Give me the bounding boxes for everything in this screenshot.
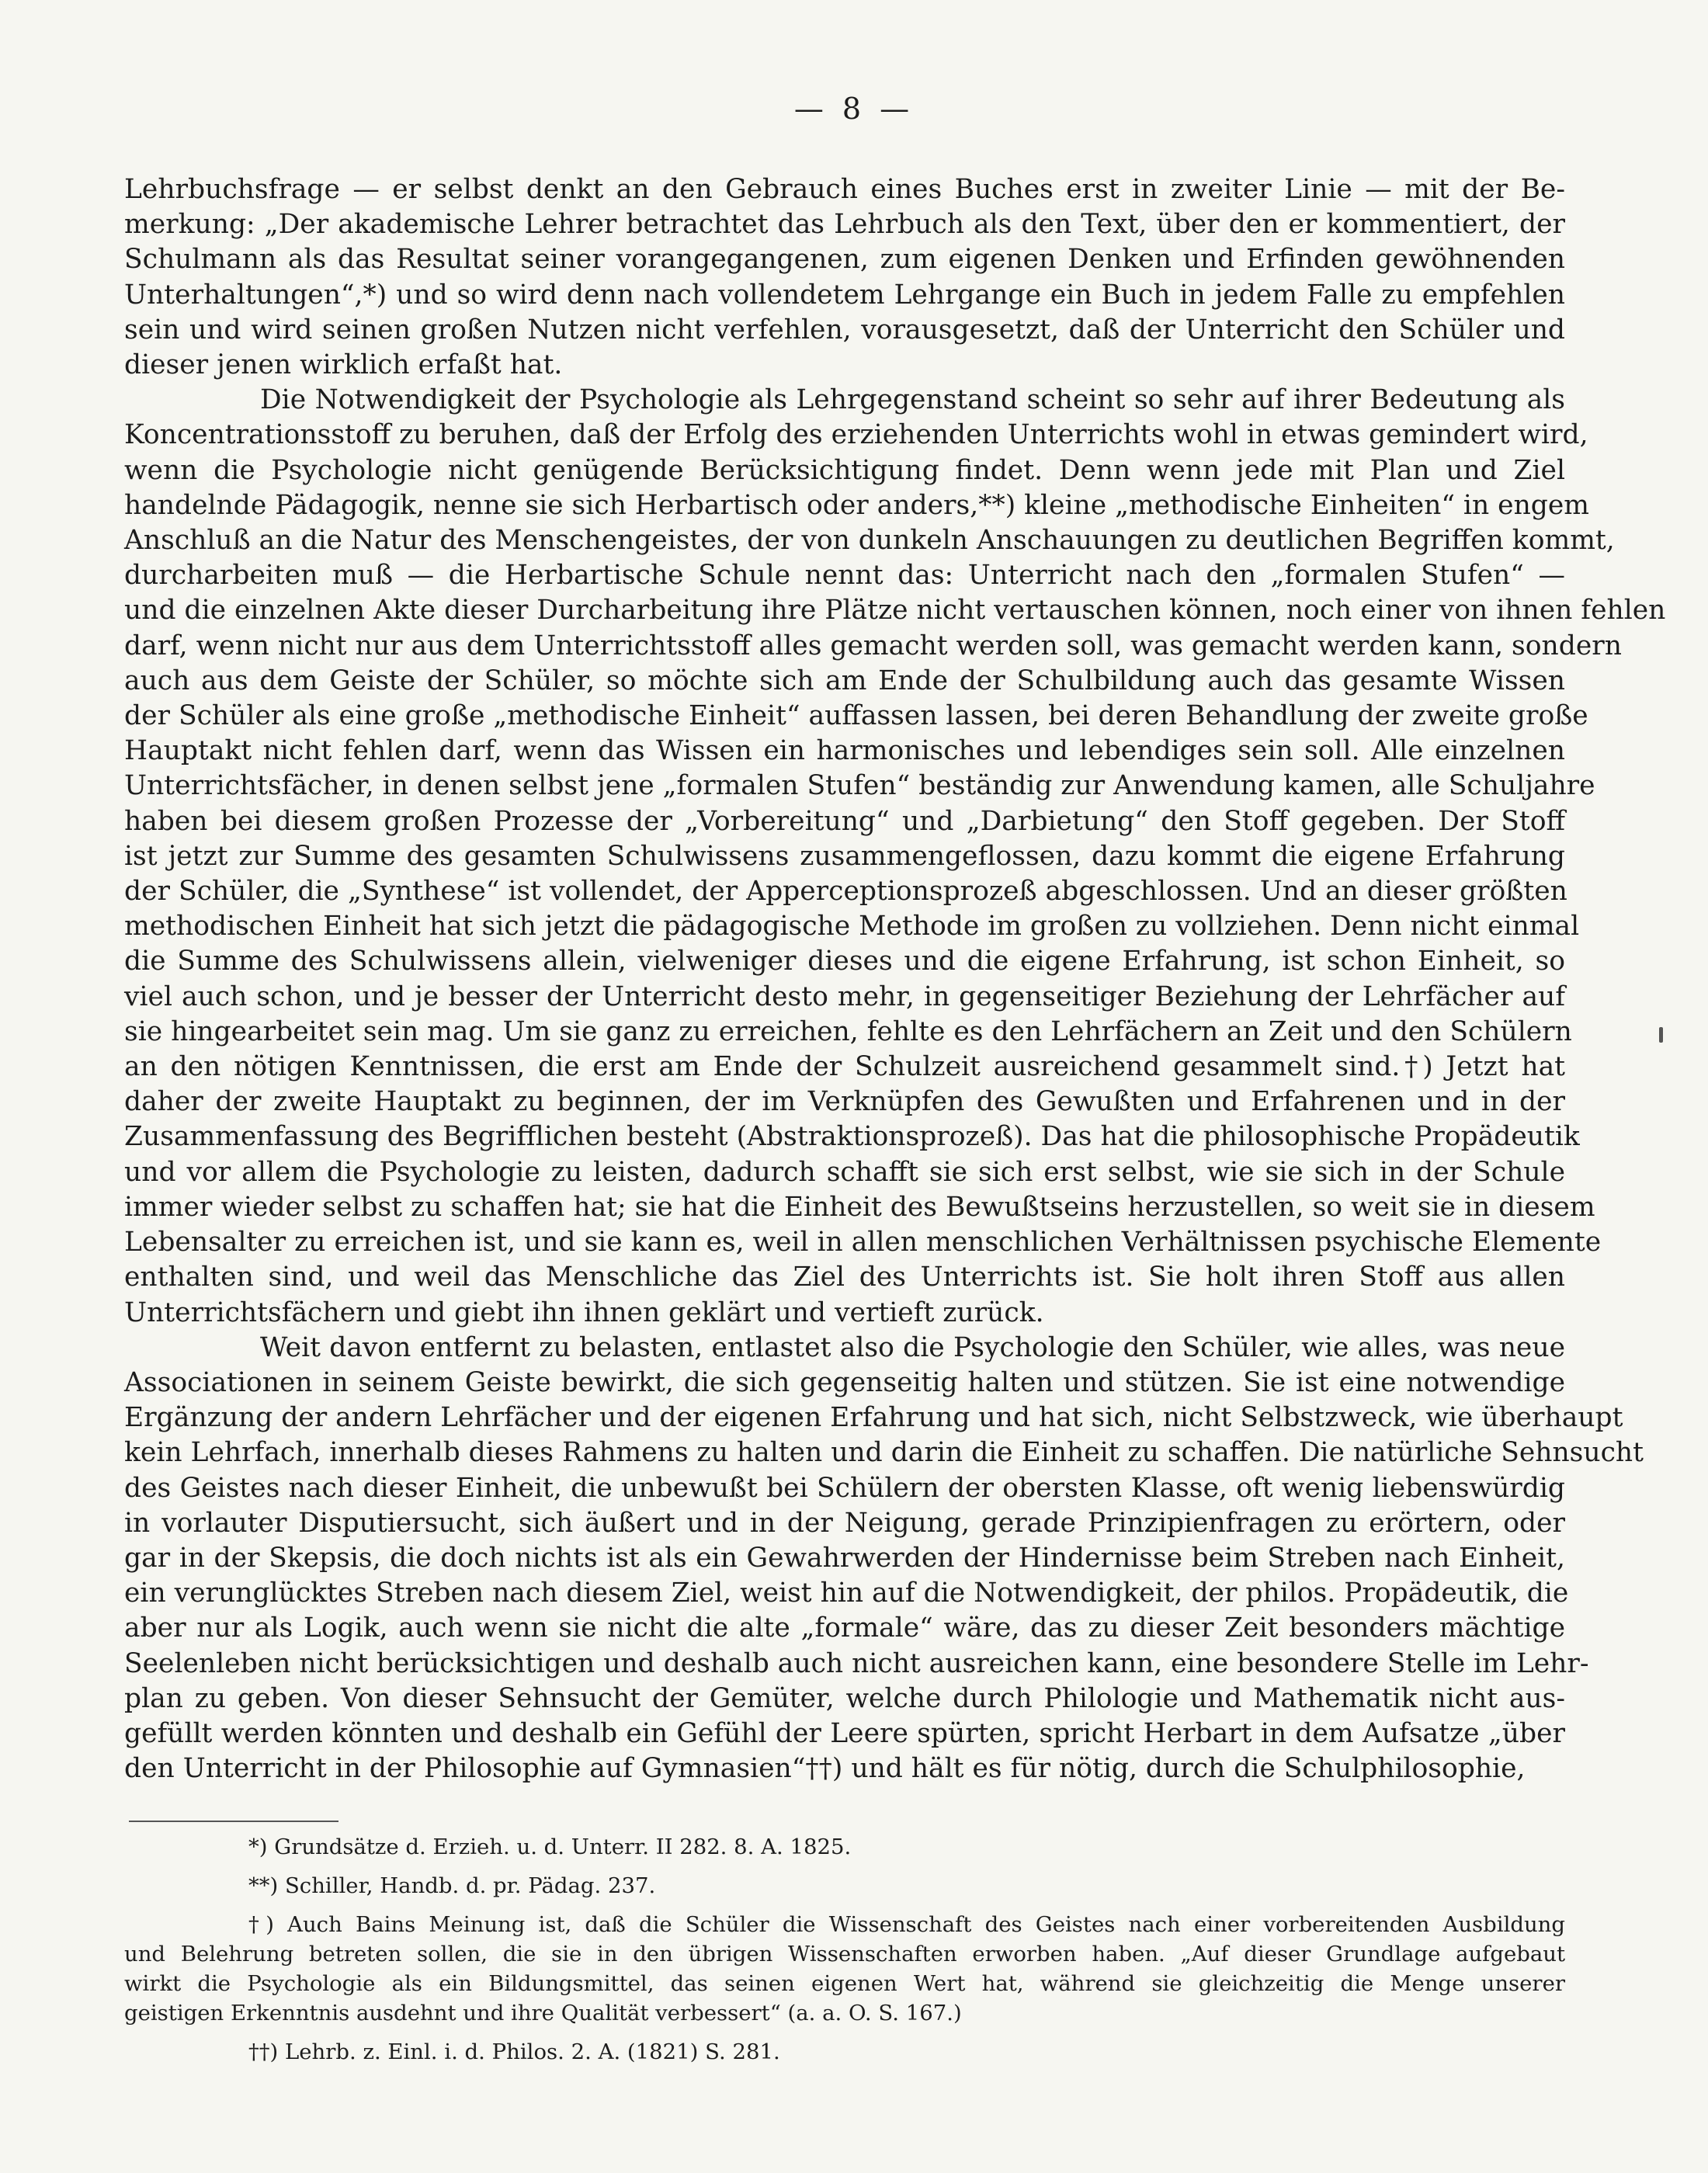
text-line: des Geistes nach dieser Einheit, die unbewußt bei Schülern der obersten Klasse, oft wenig liebenswürdig <box>124 1472 1565 1504</box>
paragraph-3 <box>124 1331 1644 1787</box>
text-line: ein verunglücktes Streben nach diesem Ziel, weist hin auf die Notwendigkeit, der philos. Propädeutik, die <box>124 1578 1569 1609</box>
text-line: handelnde Pädagogik, nenne sie sich Herbartisch oder anders,**) kleine „methodische Einheiten“ in engem <box>124 489 1590 521</box>
footnote-line: †) Auch Bains Meinung ist, daß die Schüler die Wissenschaft des Geistes nach einer vorbereitenden Ausbildung <box>248 1912 1565 1937</box>
text-line: den Unterricht in der Philosophie auf Gymnasien“††) und hält es für nötig, durch die Schulphilosophie, <box>124 1753 1526 1785</box>
footnote-line: *) Grundsätze d. Erzieh. u. d. Unterr. II 282. 8. A. 1825. <box>248 1835 852 1859</box>
footnote-line: ††) Lehrb. z. Einl. i. d. Philos. 2. A. (1821) S. 281. <box>248 2039 780 2064</box>
scan-speck <box>1659 1027 1663 1043</box>
text-line: und die einzelnen Akte dieser Durcharbeitung ihre Plätze nicht vertauschen können, noch einer von ihnen fehlen <box>124 595 1666 627</box>
text-line: haben bei diesem großen Prozesse der „Vorbereitung“ und „Darbietung“ den Stoff gegeben. Der Stoff <box>124 805 1565 837</box>
text-line: durcharbeiten muß — die Herbartische Schule nennt das: Unterricht nach den „formalen Stufen“ — <box>124 560 1565 592</box>
text-line: der Schüler, die „Synthese“ ist vollendet, der Apperceptionsprozeß abgeschlossen. Und an dieser größten <box>124 876 1567 908</box>
text-line: der Schüler als eine große „methodische Einheit“ auffassen lassen, bei deren Behandlung der zweite große <box>124 700 1588 732</box>
text-line: immer wieder selbst zu schaffen hat; sie hat die Einheit des Bewußtseins herzustellen, so weit sie in diesem <box>124 1191 1595 1223</box>
text-line: darf, wenn nicht nur aus dem Unterrichtsstoff alles gemacht werden soll, was gemacht werden kann, sondern <box>124 630 1622 661</box>
text-line: sein und wird seinen großen Nutzen nicht verfehlen, vorausgesetzt, daß der Unterricht den Schüler und <box>124 314 1565 345</box>
footnote-1 <box>124 1832 1565 1862</box>
text-line: die Summe des Schulwissens allein, vielweniger dieses und die eigene Erfahrung, ist schon Einheit, so <box>124 946 1565 977</box>
text-line: Weit davon entfernt zu belasten, entlastet also die Psychologie den Schüler, wie alles, was neue <box>260 1331 1565 1363</box>
footnote-2 <box>124 1871 1565 1901</box>
text-line: ist jetzt zur Summe des gesamten Schulwissens zusammengeflossen, dazu kommt die eigene Erfahrung <box>124 840 1565 872</box>
text-line: kein Lehrfach, innerhalb dieses Rahmens zu halten und darin die Einheit zu schaffen. Die natürliche Sehnsucht <box>124 1437 1644 1469</box>
text-line: gar in der Skepsis, die doch nichts ist als ein Gewahrwerden der Hindernisse beim Streben nach Einheit, <box>124 1542 1565 1574</box>
text-line: Seelenleben nicht berücksichtigen und deshalb auch nicht ausreichen kann, eine besondere Stelle im Lehr- <box>124 1647 1589 1679</box>
text-line: aber nur als Logik, auch wenn sie nicht die alte „formale“ wäre, das zu dieser Zeit besonders mächtige <box>124 1612 1565 1644</box>
text-line: Schulmann als das Resultat seiner vorangegangenen, zum eigenen Denken und Erfinden gewöhnenden <box>124 244 1565 276</box>
text-line: Lehrbuchsfrage — er selbst denkt an den Gebrauch eines Buches erst in zweiter Linie — mit der Be- <box>124 174 1565 205</box>
text-line: dieser jenen wirklich erfaßt hat. <box>124 349 563 381</box>
text-line: an den nötigen Kenntnissen, die erst am Ende der Schulzeit ausreichend gesammelt sind.†) Jetzt hat <box>124 1051 1565 1083</box>
paragraph-2 <box>124 383 1666 1330</box>
text-line: wenn die Psychologie nicht genügende Berücksichtigung findet. Denn wenn jede mit Plan und Ziel <box>124 454 1565 486</box>
text-line: Hauptakt nicht fehlen darf, wenn das Wissen ein harmonisches und lebendiges sein soll. Alle einzelnen <box>124 735 1565 767</box>
footnotes <box>124 1832 1565 2076</box>
paragraph-1 <box>124 172 1565 383</box>
text-line: methodischen Einheit hat sich jetzt die pädagogische Methode im großen zu vollziehen. Denn nicht einmal <box>124 911 1580 942</box>
footnote-line: **) Schiller, Handb. d. pr. Pädag. 237. <box>248 1873 656 1898</box>
text-line: daher der zweite Hauptakt zu beginnen, der im Verknüpfen des Gewußten und Erfahrenen und in der <box>124 1086 1565 1118</box>
page-number: — 8 — <box>793 92 915 126</box>
footnote-4 <box>124 2037 1565 2067</box>
text-line: Unterrichtsfächern und giebt ihn ihnen geklärt und vertieft zurück. <box>124 1297 1044 1328</box>
text-line: Associationen in seinem Geiste bewirkt, die sich gegenseitig halten und stützen. Sie ist eine notwendige <box>124 1366 1565 1398</box>
text-line: Koncentrationsstoff zu beruhen, daß der Erfolg des erziehenden Unterrichts wohl in etwas gemindert wird, <box>124 419 1588 451</box>
text-line: in vorlauter Disputiersucht, sich äußert und in der Neigung, gerade Prinzipienfragen zu erörtern, oder <box>124 1507 1565 1539</box>
text-line: enthalten sind, und weil das Menschliche das Ziel des Unterrichts ist. Sie holt ihren Stoff aus allen <box>124 1262 1565 1293</box>
text-line: gefüllt werden könnten und deshalb ein Gefühl der Leere spürten, spricht Herbart in dem Aufsatze „über <box>124 1717 1565 1749</box>
text-line: Anschluß an die Natur des Menschengeistes, der von dunkeln Anschauungen zu deutlichen Begriffen kommt, <box>124 525 1615 557</box>
text-line: und vor allem die Psychologie zu leisten, dadurch schafft sie sich erst selbst, wie sie sich in der Schule <box>124 1156 1565 1188</box>
footnote-line: geistigen Erkenntnis ausdehnt und ihre Qualität verbessert“ (a. a. O. S. 167.) <box>124 2001 962 2025</box>
text-line: Lebensalter zu erreichen ist, und sie kann es, weil in allen menschlichen Verhältnissen psychische Elemente <box>124 1227 1602 1258</box>
footnote-3 <box>124 1910 1565 2028</box>
text-line: Die Notwendigkeit der Psychologie als Lehrgegenstand scheint so sehr auf ihrer Bedeutung als <box>260 384 1565 416</box>
text-line: Ergänzung der andern Lehrfächer und der eigenen Erfahrung und hat sich, nicht Selbstzweck, wie überhaupt <box>124 1402 1623 1434</box>
footnote-line: und Belehrung betreten sollen, die sie in den übrigen Wissenschaften erworben haben. „Auf dieser Grundlage aufgebaut <box>124 1942 1565 1966</box>
text-line: Unterrichtsfächer, in denen selbst jene „formalen Stufen“ beständig zur Anwendung kamen, alle Schuljahre <box>124 770 1595 802</box>
footnote-line: wirkt die Psychologie als ein Bildungsmittel, das seinen eigenen Wert hat, während sie gleichzeitig die Menge unserer <box>124 1971 1565 1996</box>
body-text <box>124 172 1666 1786</box>
text-line: Zusammenfassung des Begrifflichen besteht (Abstraktionsprozeß). Das hat die philosophische Propädeutik <box>124 1121 1580 1153</box>
text-line: auch aus dem Geiste der Schüler, so möchte sich am Ende der Schulbildung auch das gesamte Wissen <box>124 665 1565 696</box>
text-line: Unterhaltungen“,*) und so wird denn nach vollendetem Lehrgange ein Buch in jedem Falle zu empfehlen <box>124 279 1565 311</box>
text-line: merkung: „Der akademische Lehrer betrachtet das Lehrbuch als den Text, über den er kommentiert, der <box>124 209 1565 241</box>
text-line: sie hingearbeitet sein mag. Um sie ganz zu erreichen, fehlte es den Lehrfächern an Zeit und den Schülern <box>124 1015 1572 1047</box>
text-line: viel auch schon, und je besser der Unterricht desto mehr, in gegenseitiger Beziehung der Lehrfächer auf <box>124 981 1565 1012</box>
text-line: plan zu geben. Von dieser Sehnsucht der Gemüter, welche durch Philologie und Mathematik nicht aus- <box>124 1682 1565 1714</box>
footnote-rule <box>129 1821 338 1822</box>
